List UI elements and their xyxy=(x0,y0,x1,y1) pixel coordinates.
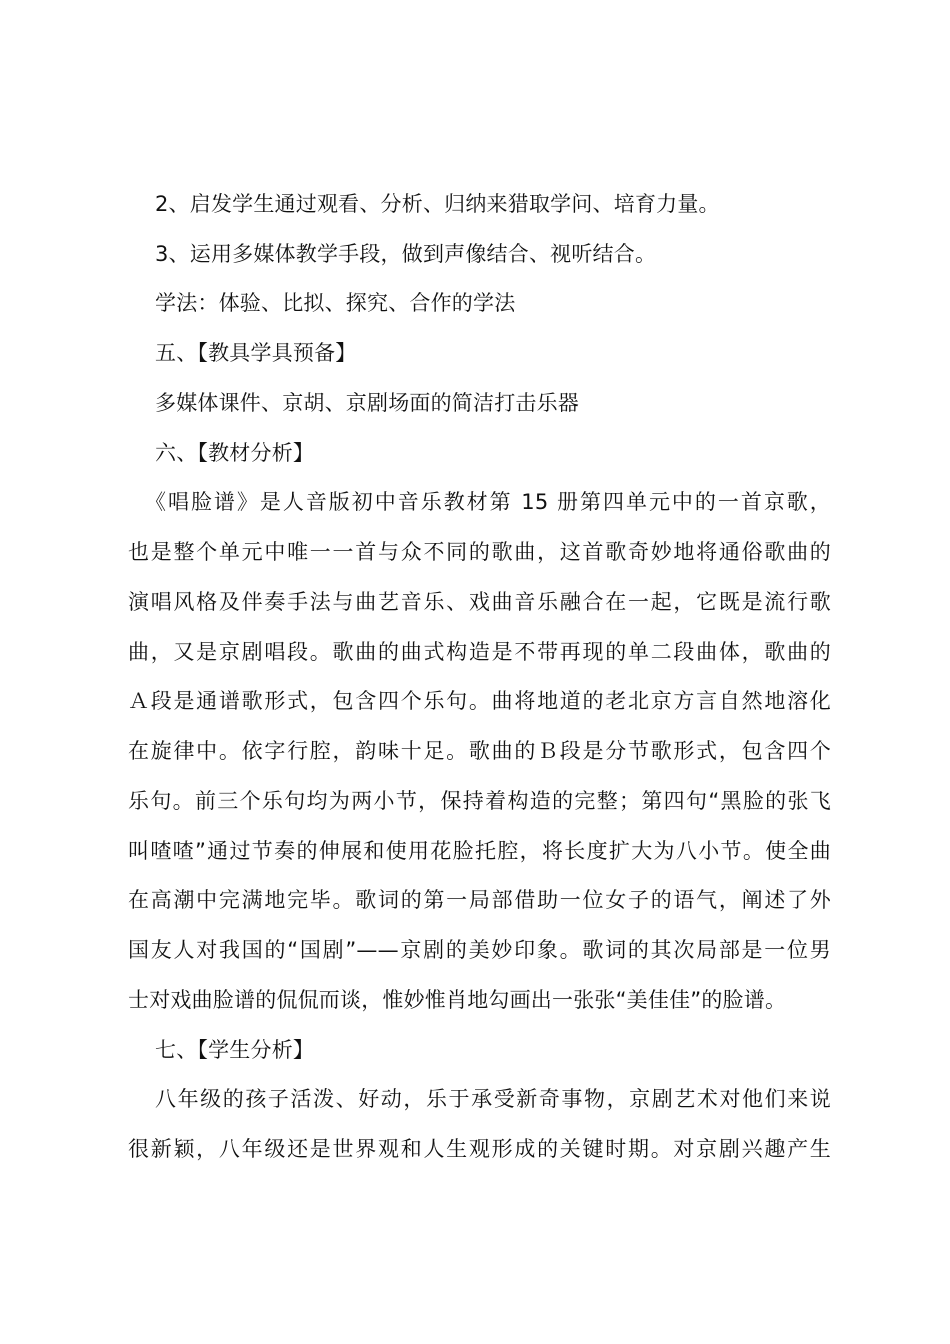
section-5-content: 多媒体课件、京胡、京剧场面的简洁打击乐器 xyxy=(155,391,579,415)
section-6-line: 也是整个单元中唯一一首与众不同的歌曲，这首歌奇妙地将通俗歌曲的 xyxy=(128,540,831,564)
section-7-heading: 七、【学生分析】 xyxy=(155,1038,315,1062)
section-5-heading: 五、【教具学具预备】 xyxy=(155,341,357,365)
section-6-line: 乐句。前三个乐句均为两小节，保持着构造的完整；第四句“黑脸的张飞 xyxy=(128,789,831,813)
section-6-line: 在旋律中。依字行腔，韵味十足。歌曲的Ｂ段是分节歌形式，包含四个 xyxy=(128,739,831,763)
method-item-3: 3、运用多媒体教学手段，做到声像结合、视听结合。 xyxy=(155,242,657,266)
study-method: 学法：体验、比拟、探究、合作的学法 xyxy=(155,291,516,315)
section-6-line: 曲，又是京剧唱段。歌曲的曲式构造是不带再现的单二段曲体，歌曲的 xyxy=(128,640,831,664)
section-6-line: Ａ段是通谱歌形式，包含四个乐句。曲将地道的老北京方言自然地溶化 xyxy=(128,689,831,713)
section-6-line: 国友人对我国的“国剧”——京剧的美妙印象。歌词的其次局部是一位男 xyxy=(128,938,831,962)
section-6-line: 《唱脸谱》是人音版初中音乐教材第 15 册第四单元中的一首京歌， xyxy=(145,490,831,514)
section-7-line: 八年级的孩子活泼、好动，乐于承受新奇事物，京剧艺术对他们来说 xyxy=(155,1087,831,1111)
section-6-line: 士对戏曲脸谱的侃侃而谈，惟妙惟肖地勾画出一张张“美佳佳”的脸谱。 xyxy=(128,988,787,1012)
section-6-heading: 六、【教材分析】 xyxy=(155,441,315,465)
method-item-2: 2、启发学生通过观看、分析、归纳来猎取学问、培育力量。 xyxy=(155,192,720,216)
section-6-line: 在高潮中完满地完毕。歌词的第一局部借助一位女子的语气，阐述了外 xyxy=(128,888,831,912)
section-6-line: 叫喳喳”通过节奏的伸展和使用花脸托腔，将长度扩大为八小节。使全曲 xyxy=(128,839,831,863)
section-7-line: 很新颖，八年级还是世界观和人生观形成的关键时期。对京剧兴趣产生 xyxy=(128,1137,831,1161)
section-6-line: 演唱风格及伴奏手法与曲艺音乐、戏曲音乐融合在一起，它既是流行歌 xyxy=(128,590,831,614)
